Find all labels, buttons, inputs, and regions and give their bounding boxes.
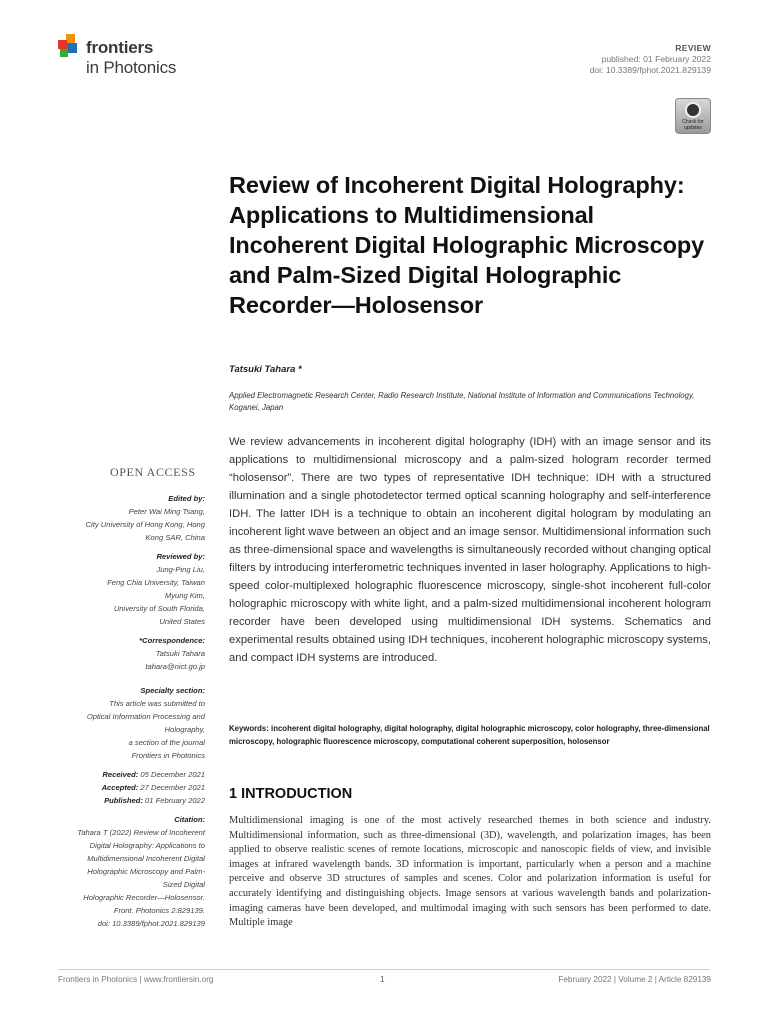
specialty-line: This article was submitted to — [109, 699, 205, 708]
reviewer-line: United States — [159, 617, 205, 626]
footer-issue-info: February 2022 | Volume 2 | Article 829139 — [558, 975, 711, 984]
keywords-text: incoherent digital holography, digital holography, digital holographic microscopy, color holography, three-dimensional microscopy, holographic fluorescence microscopy, computational coherent superposition, holosensor — [229, 724, 710, 746]
article-sidebar — [58, 492, 205, 930]
edited-by-label: Edited by: — [168, 494, 205, 503]
footer-journal-link[interactable]: Frontiers in Photonics | www.frontiersin.org — [58, 975, 214, 984]
specialty-section-label: Specialty section: — [140, 686, 205, 695]
check-for-updates-badge[interactable]: Check for updates — [675, 98, 711, 134]
specialty-line: Frontiers in Photonics — [131, 751, 205, 760]
editor-line: Kong SAR, China — [145, 533, 205, 542]
specialty-line: Holography, — [164, 725, 205, 734]
specialty-line: Optical Information Processing and — [86, 712, 205, 721]
author[interactable]: Tatsuki Tahara * — [229, 364, 302, 375]
editor-line: Peter Wai Ming Tsang, — [128, 507, 205, 516]
citation-line: Holographic Microscopy and Palm- — [87, 867, 205, 876]
introduction-text: Multidimensional imaging is one of the most actively researched themes in both science and industry. Multidimensional information, such as three-dimensional (3D), wavelength, and polarization images, has been applied to observe realistic scenes of remote locations, microscopic and nanoscopic fields of view, and invisible images at infrared wavelength bands. 3D information is important, particularly when a person and a machine perceive and observe 3D structures of samples and scenes. Color and polarization information is useful for accurately identifying and distinguishing objects. Image sensors at various wavelength bands and polarization-imaging cameras have been developed, and multimodal imaging with such sensors has been performed to date. Multiple image — [229, 815, 711, 929]
published-date: published: 01 February 2022 — [601, 54, 711, 64]
citation-line: Front. Photonics 2:829139. — [113, 906, 205, 915]
frontiers-logo-icon — [58, 34, 82, 58]
reviewer-line: University of South Florida, — [113, 604, 205, 613]
keywords-label: Keywords: — [229, 724, 269, 733]
editor-line: City University of Hong Kong, Hong — [85, 520, 205, 529]
received-date: Received: 05 December 2021 — [102, 770, 205, 779]
footer-divider — [58, 969, 710, 970]
affiliation: Applied Electromagnetic Research Center, Radio Research Institute, National Institute of Information and Communications Technology, Koganei, Japan — [229, 391, 695, 412]
open-access-label: OPEN ACCESS — [110, 465, 196, 479]
correspondence-name: Tatsuki Tahara — [155, 649, 205, 658]
citation-line: Tahara T (2022) Review of Incoherent — [77, 828, 205, 837]
logo-line-1: frontiers — [86, 38, 154, 57]
abstract: We review advancements in incoherent digital holography (IDH) with an image sensor and its applications to multidimensional microscopy and a palm-sized hologram recorder termed “holosensor”. There are two types of representative IDH technique: IDH with a structured illumination and a single photodetector termed optical scanning holography and self-interference IDH. The latter IDH is a technique to obtain an incoherent digital hologram by modulating an incoherent light wave between an object and an image sensor. Multidimensional information such as three-dimensional space and wavelengths is simultaneously recorded without changing optical filters by introducing interferometric techniques invented in laser holography. Applications to high-speed color-multiplexed holographic fluorescence microscopy, single-shot incoherent full-color holographic microscopy with white light, and a palm-sized multidimensional incoherent hologram recorder have been developed using multidimensional IDH systems. Schematics and experimental results obtained using IDH techniques, incoherent holographic microscopy systems, and compact IDH systems are introduced. — [229, 436, 711, 664]
citation-label: Citation: — [174, 815, 205, 824]
citation-line: Holographic Recorder—Holosensor. — [83, 893, 205, 902]
journal-logo — [58, 34, 208, 86]
citation-line[interactable]: doi: 10.3389/fphot.2021.829139 — [97, 919, 205, 928]
reviewer-line: Myung Kim, — [164, 591, 205, 600]
reviewed-by-label: Reviewed by: — [156, 552, 205, 561]
specialty-line: a section of the journal — [128, 738, 205, 747]
article-type: REVIEW — [675, 43, 711, 53]
logo-line-2: in Photonics — [86, 58, 177, 77]
page-number: 1 — [380, 975, 385, 984]
article-meta — [590, 43, 711, 76]
article-title: Review of Incoherent Digital Holography: Applications to Multidimensional Incoherent Digital Holographic Microscopy and Palm-Sized Digital Holographic Recorder—Holosensor — [229, 172, 705, 318]
section-heading: 1 INTRODUCTION — [229, 786, 353, 802]
citation-line: Multidimensional Incoherent Digital — [87, 854, 205, 863]
article-doi[interactable]: doi: 10.3389/fphot.2021.829139 — [589, 65, 711, 75]
reviewer-line: Feng Chia University, Taiwan — [107, 578, 205, 587]
reviewer-line: Jung-Ping Liu, — [156, 565, 205, 574]
published-date-sidebar: Published: 01 February 2022 — [104, 796, 205, 805]
correspondence-label: *Correspondence: — [139, 636, 205, 645]
check-updates-icon — [685, 102, 701, 118]
citation-line: Digital Holography: Applications to — [89, 841, 205, 850]
correspondence-email[interactable]: tahara@nict.go.jp — [145, 662, 205, 671]
keywords — [229, 722, 711, 748]
accepted-date: Accepted: 27 December 2021 — [101, 783, 205, 792]
citation-line: Sized Digital — [162, 880, 205, 889]
